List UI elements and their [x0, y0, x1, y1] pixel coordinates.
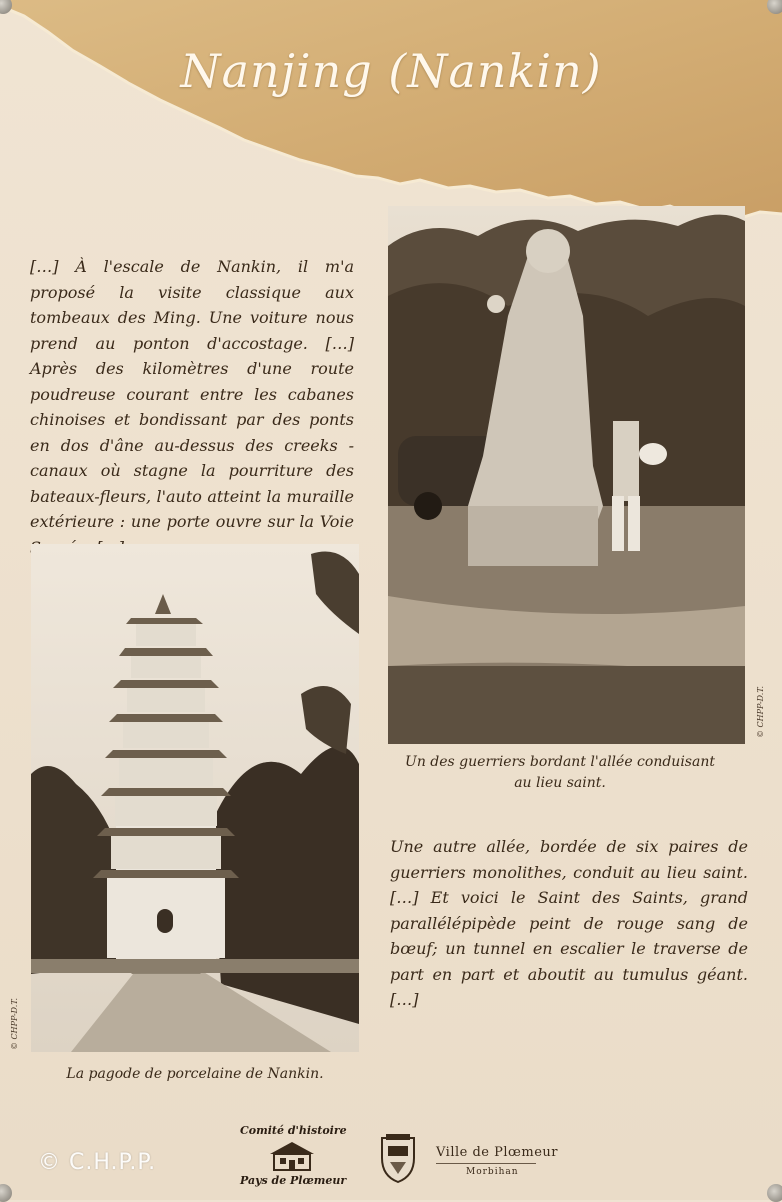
logo-comite-line2: Pays de Plœmeur: [240, 1174, 347, 1187]
coat-of-arms-icon: [372, 1132, 424, 1184]
page-title: Nanjing (Nankin): [180, 44, 602, 98]
copyright-watermark: © C.H.P.P.: [38, 1150, 157, 1175]
screw-bottom-right: [767, 1184, 782, 1202]
photo-credit-pagoda: © CHPP-D.T.: [10, 997, 19, 1050]
logo-ville-line1: Ville de Plœmeur: [436, 1145, 558, 1160]
logo-ville: [436, 1145, 558, 1177]
logo-comite-histoire: [240, 1122, 347, 1192]
house-icon: [266, 1140, 318, 1172]
screw-top-right: [767, 0, 782, 14]
screw-bottom-left: [0, 1184, 12, 1202]
logo-ville-line2: Morbihan: [466, 1167, 519, 1177]
photo-porcelain-pagoda: [31, 544, 359, 1052]
logo-comite-line1: Comité d'histoire: [240, 1124, 347, 1137]
photo-warrior-statue: [388, 206, 745, 744]
torn-paper-banner: [0, 0, 782, 230]
paragraph-nankin-visit: […] À l'escale de Nankin, il m'a proposé la visite classique aux tombeaux des Ming. Une voiture nous prend au ponton d'accostage. […] Après des kilomètres d'une route poudreuse courant entre les cabanes chinoises et bondissant par des ponts en dos d'âne au-dessus des creeks - canaux où stagne la pourriture des bateaux-fleurs, l'auto atteint la muraille extérieure : une porte ouvre sur la Voie: [30, 257, 354, 531]
paragraph-sacred-alley: Une autre allée, bordée de six paires de guerriers monolithes, conduit au lieu saint. […] Et voici le Saint des Saints, grand parallélépipède peint de rouge sang de bœuf; un tunnel en escalier le traverse de part en part et aboutit au tumulus géant. […]: [390, 837, 748, 1009]
caption-porcelain-pagoda: La pagode de porcelaine de Nankin.: [66, 1066, 324, 1082]
photo-credit-statue: © CHPP-D.T.: [756, 685, 765, 738]
logo-ville-divider: [436, 1163, 536, 1164]
caption-warrior-statue: Un des guerriers bordant l'allée conduisant au lieu saint.: [405, 754, 715, 791]
